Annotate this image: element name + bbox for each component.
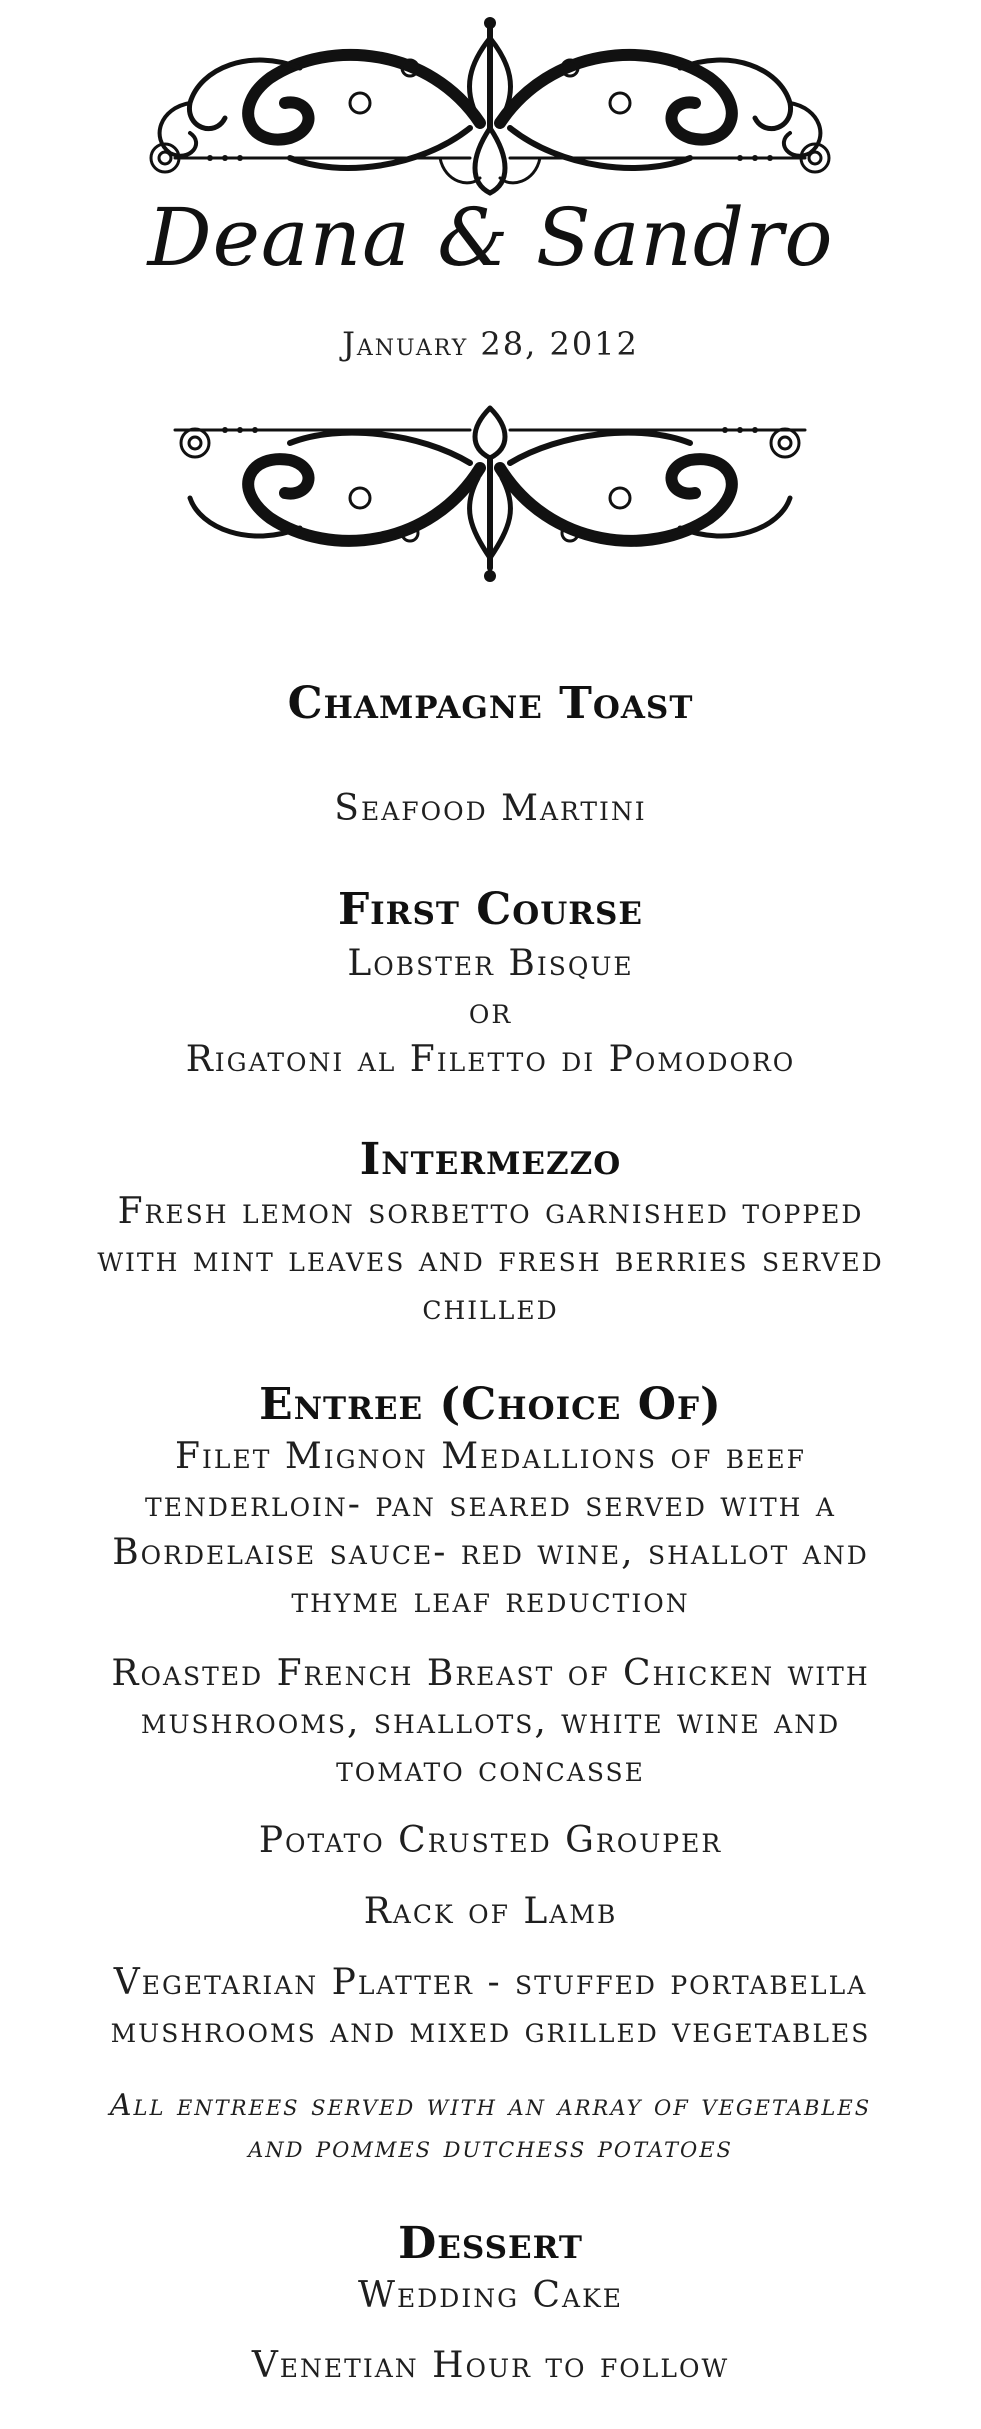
chicken-line-1: Roasted French Breast of Chicken with	[111, 1653, 870, 1694]
chicken-line-2: mushrooms, shallots, white wine and	[140, 1701, 841, 1742]
chicken-line-3: tomato concasse	[336, 1749, 645, 1790]
couple-names: Deana & Sandro	[147, 191, 834, 284]
filet-line-1: Filet Mignon Medallions of beef	[175, 1436, 806, 1477]
grouper-item: Potato Crusted Grouper	[258, 1820, 723, 1861]
filet-line-2: tenderloin- pan seared served with a	[145, 1484, 836, 1525]
entree-heading: Entree (Choice Of)	[259, 1379, 722, 1430]
intermezzo-line-1: Fresh lemon sorbetto garnished topped	[117, 1191, 864, 1232]
bottom-flourish-icon	[0, 398, 981, 588]
starter-item: Seafood Martini	[334, 788, 647, 829]
champagne-toast-heading: Champagne Toast	[287, 678, 694, 729]
vegetarian-line-1: Vegetarian Platter - stuffed portabella	[113, 1962, 868, 2003]
intermezzo-line-2: with mint leaves and fresh berries served	[97, 1239, 884, 1280]
dessert-heading: Dessert	[398, 2218, 583, 2269]
first-course-option-1: Lobster Bisque	[347, 943, 634, 984]
closing-line: Venetian Hour to follow	[251, 2345, 730, 2386]
entree-note-line-1: All entrees served with an array of vegetables	[109, 2088, 872, 2123]
entree-note-line-2: and pommes dutchess potatoes	[248, 2130, 733, 2165]
lamb-item: Rack of Lamb	[363, 1891, 618, 1932]
top-flourish-icon	[0, 8, 981, 208]
filet-line-4: thyme leaf reduction	[291, 1580, 690, 1621]
first-course-or: or	[468, 991, 513, 1032]
vegetarian-line-2: mushrooms and mixed grilled vegetables	[110, 2010, 871, 2051]
intermezzo-heading: Intermezzo	[359, 1134, 622, 1185]
intermezzo-line-3: chilled	[422, 1287, 559, 1328]
first-course-heading: First Course	[337, 884, 644, 935]
first-course-option-2: Rigatoni al Filetto di Pomodoro	[185, 1039, 796, 1080]
event-date: January 28, 2012	[342, 325, 639, 363]
filet-line-3: Bordelaise sauce- red wine, shallot and	[112, 1532, 869, 1573]
dessert-item: Wedding Cake	[357, 2275, 624, 2316]
